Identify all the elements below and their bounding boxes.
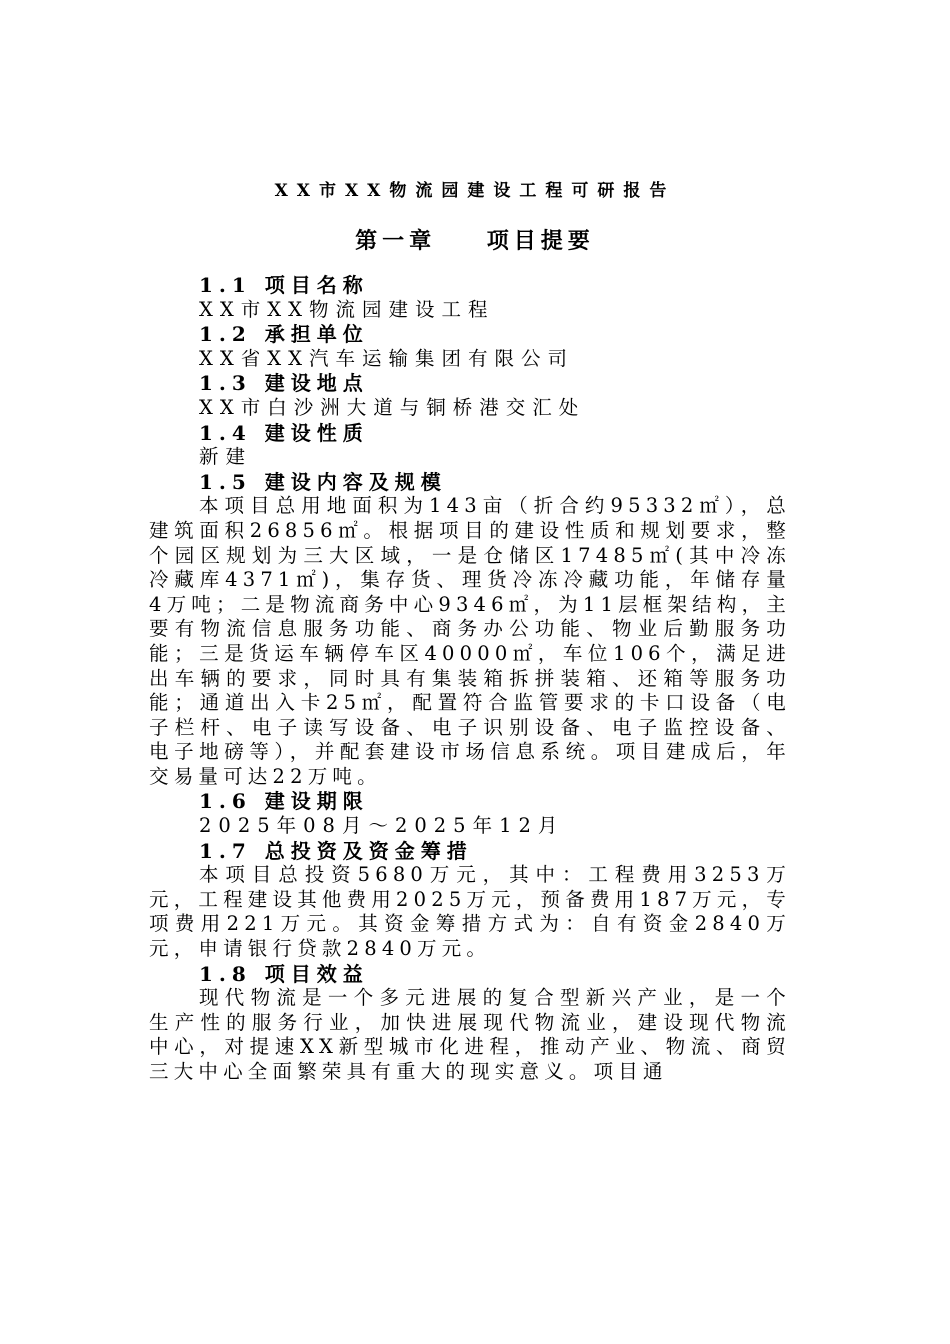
- section-project-benefits: [149, 962, 791, 1085]
- section-construction-period: [149, 789, 791, 838]
- section-text: XX市白沙洲大道与铜桥港交汇处: [199, 395, 586, 419]
- section-text: XX省XX汽车运输集团有限公司: [199, 346, 575, 370]
- section-text: 新建: [199, 445, 253, 469]
- section-heading: 1.7 总投资及资金筹措: [199, 838, 473, 863]
- section-text: XX市XX物流园建设工程: [199, 297, 495, 321]
- section-construction-nature: [149, 421, 791, 470]
- section-investment: [149, 839, 791, 962]
- section-text: 现代物流是一个多元进展的复合型新兴产业，是一个生产性的服务行业，加快进展现代物流业，建设现代物流中心，对提速XX新型城市化进程，推动产业、物流、商贸三大中心全面繁荣具有重大的现实意义。项目通: [149, 986, 791, 1083]
- section-heading: 1.1 项目名称: [199, 273, 369, 297]
- document-title: XX市XX物流园建设工程可研报告: [274, 181, 676, 201]
- section-heading: 1.6 建设期限: [199, 789, 369, 814]
- section-project-name: [149, 273, 791, 322]
- section-heading: 1.3 建设地点: [199, 371, 369, 396]
- section-heading: 1.4 建设性质: [199, 420, 369, 445]
- section-heading: 1.2 承担单位: [199, 322, 369, 347]
- section-construction-scope: [149, 470, 791, 790]
- section-text: 本项目总投资5680万元，其中：工程费用3253万元，工程建设其他费用2025万元，预备费用187万元，专项费用221万元。其资金筹措方式为：自有资金2840万元，申请银行贷款2840万元。: [149, 863, 791, 961]
- chapter-title: 第一章 项目提要: [355, 228, 595, 254]
- section-heading: 1.5 建设内容及规模: [199, 469, 447, 494]
- section-text: 2025年08月～2025年12月: [199, 814, 565, 838]
- section-text: 本项目总用地面积为143亩（折合约95332㎡），总建筑面积26856㎡。根据项目的建设性质和规划要求，整个园区规划为三大区域，一是仓储区17485㎡(其中冷冻冷藏库4371㎡)，集存货、理货冷冻冷藏功能，年储存量4万吨；二是物流商务中心9346㎡，为11层框架结构，主要有物流信息服务功能、商务办公功能、物业后勤服务功能；三是货运车辆停车区40000㎡，车位106个，满足进出车辆的要求，同时具有集装箱拆拼装箱、还箱等服务功能；通道出入卡25㎡，配置符合监管要求的卡口设备（电子栏杆、电子读写设备、电子识别设备、电子监控设备、电子地磅等），并配套建设市场信息系统。项目建成后，年交易量可达22万吨。: [149, 494, 791, 788]
- section-heading: 1.8 项目效益: [199, 961, 369, 986]
- section-undertaking-unit: [149, 322, 791, 371]
- section-construction-site: [149, 371, 791, 420]
- document-body: [149, 273, 791, 1085]
